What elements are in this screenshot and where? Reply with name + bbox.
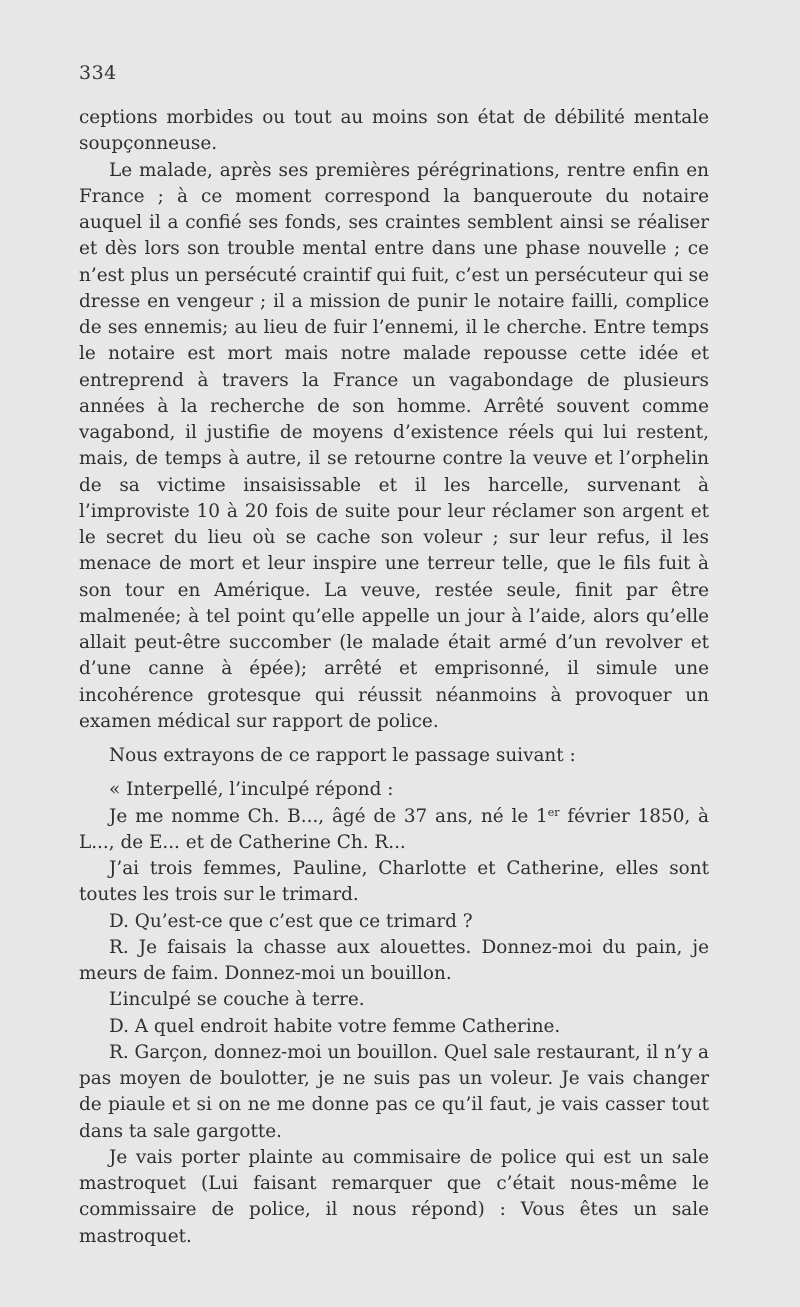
narrative-line: L’inculpé se couche à terre.	[109, 989, 365, 1011]
response-line: R. Je faisais la chasse aux alouettes. Donnez-moi du pain, je meurs de faim. Donnez-moi un bouillon.	[79, 936, 709, 984]
body-text	[79, 105, 709, 1250]
paragraph: J’ai trois femmes, Pauline, Charlotte et Catherine, elles sont toutes les trois sur le trimard.	[79, 858, 709, 906]
paragraph: ceptions morbides ou tout au moins son état de débilité mentale soupçonneuse.	[79, 107, 709, 155]
paragraph	[79, 804, 709, 857]
paragraph: Nous extrayons de ce rapport le passage suivant :	[109, 745, 576, 766]
birth-text-start: Je me nomme Ch. B..., âgé de 37 ans, né le 1	[109, 805, 548, 827]
paragraph: Le malade, après ses premières pérégrinations, rentre enfin en France ; à ce moment correspond la banqueroute du notaire auquel il a confié ses fonds, ses craintes semblent ainsi se réaliser et dès lors son trouble mental entre dans une phase nouvelle ; ce n’est plus un persécuté craintif qui fuit, c’est un persécuteur qui se dresse en vengeur ; il a mission de punir le notaire failli, complice de ses ennemis; au lieu de fuir l’ennemi, il le cherche. Entre temps le notaire est mort mais notre malade repousse cette idée et entreprend à travers la France un vagabondage de plusieurs années à la recherche de son homme. Arrêté souvent comme vagabond, il justifie de moyens d’existence réels qui lui restent, mais, de temps à autre, il se retourne contre la veuve et l’orphelin de sa victime insaisissable et il les harcelle, survenant à l’improviste 10 à 20 fois de suite pour leur réclamer son argent et le secret du lieu où se cache son voleur ; sur leur refus, il les menace de mort et leur inspire une terreur telle, que le fils fuit à son tour en Amérique. La veuve, restée seule, finit par être malmenée; à tel point qu’elle appelle un jour à l’aide, alors qu’elle allait peut-être succomber (le malade était armé d’un revolver et d’une canne à épée); arrêté et emprisonné, il simule une incohérence grotesque qui réussit néanmoins à provoquer un examen médical sur rapport de police.	[79, 159, 709, 732]
response-line: R. Garçon, donnez-moi un bouillon. Quel sale restaurant, il n’y a pas moyen de boulotter, je ne suis pas un voleur. Je vais changer de piaule et si on ne me donne pas ce qu’il faut, je vais casser tout dans ta sale gargotte.	[79, 1041, 709, 1142]
birth-text-end: février 1850, à L..., de E... et de Catherine Ch. R...	[79, 805, 710, 853]
ordinal-superscript: er	[547, 805, 560, 819]
quotation-intro: « Interpellé, l’inculpé répond :	[109, 779, 394, 801]
question-line: D. A quel endroit habite votre femme Catherine.	[109, 1015, 561, 1037]
paragraph: Je vais porter plainte au commisaire de police qui est un sale mastroquet (Lui faisant remarquer que c’était nous-même le commissaire de police, il nous répond) : Vous êtes un sale mastroquet.	[79, 1146, 709, 1247]
question-line: D. Qu’est-ce que c’est que ce trimard ?	[109, 910, 473, 932]
page-number: 334	[79, 62, 117, 84]
